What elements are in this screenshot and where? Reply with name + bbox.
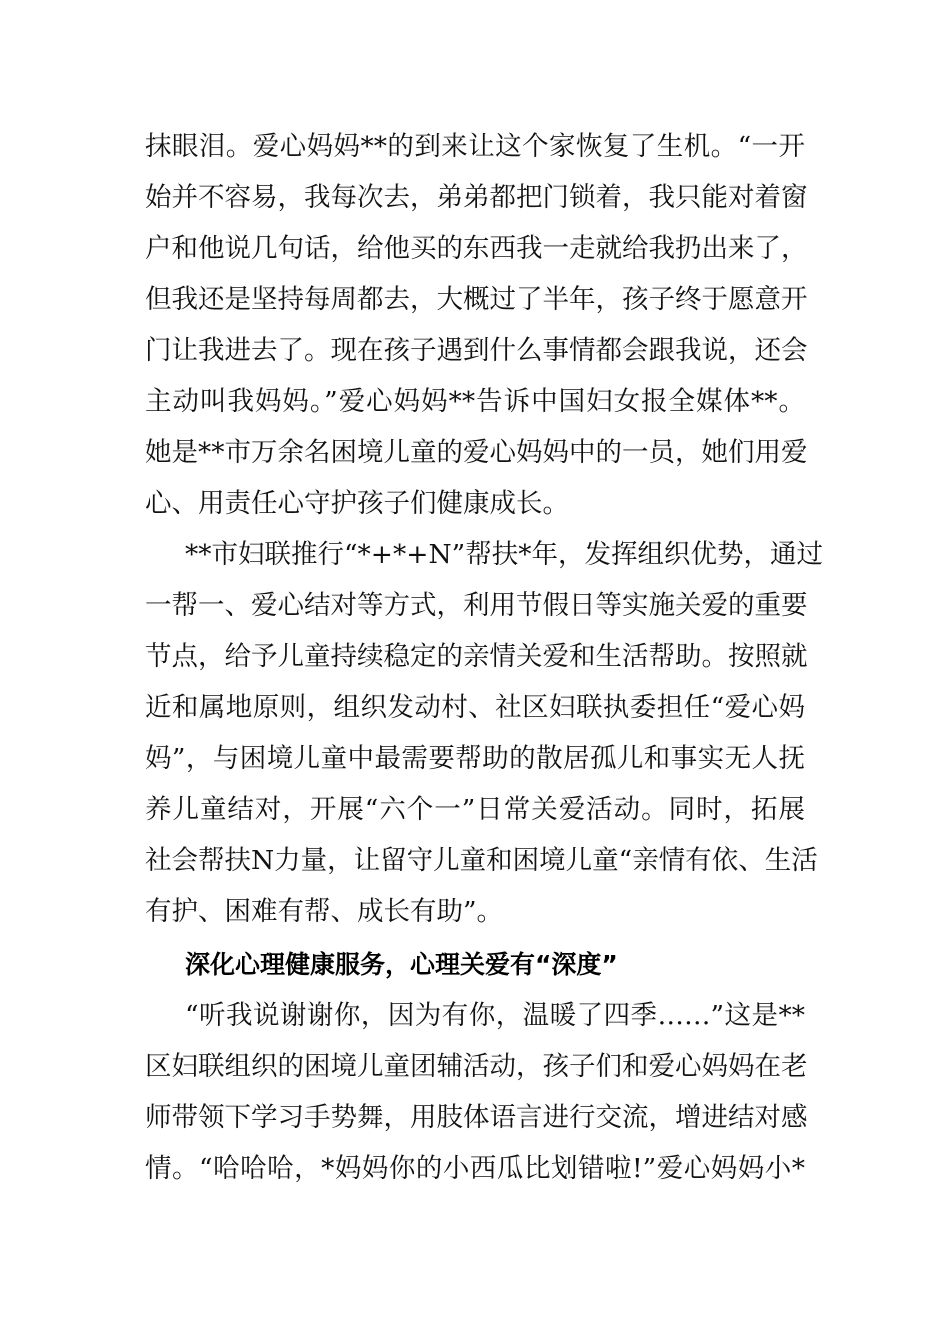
paragraph-2-line-6: 养儿童结对，开展“六个一”日常关爱活动。同时，拓展 [145,794,805,825]
section-heading: 深化心理健康服务，心理关爱有“深度” [185,950,618,979]
paragraph-2-line-7: 社会帮扶N力量，让留守儿童和困境儿童“亲情有依、生活 [145,845,818,876]
paragraph-1-line-4: 但我还是坚持每周都去，大概过了半年，孩子终于愿意开 [145,284,808,315]
paragraph-3-line-2: 区妇联组织的困境儿童团辅活动，孩子们和爱心妈妈在老 [145,1051,808,1082]
paragraph-3-line-4: 情。“哈哈哈，*妈妈你的小西瓜比划错啦!”爱心妈妈小* [145,1153,805,1184]
paragraph-1-line-5: 门让我进去了。现在孩子遇到什么事情都会跟我说，还会 [145,335,808,366]
paragraph-1-line-2: 始并不容易，我每次去，弟弟都把门锁着，我只能对着窗 [145,182,808,213]
paragraph-1-line-3: 户和他说几句话，给他买的东西我一走就给我扔出来了， [145,233,808,264]
paragraph-2-line-2: 一帮一、爱心结对等方式，利用节假日等实施关爱的重要 [145,590,808,621]
paragraph-1-line-8: 心、用责任心守护孩子们健康成长。 [145,488,569,519]
paragraph-2-line-5: 妈”，与困境儿童中最需要帮助的散居孤儿和事实无人抚 [145,743,805,774]
paragraph-1-line-7: 她是**市万余名困境儿童的爱心妈妈中的一员，她们用爱 [145,437,808,468]
paragraph-1-line-1: 抹眼泪。爱心妈妈**的到来让这个家恢复了生机。“一开 [145,131,805,162]
paragraph-2-line-4: 近和属地原则，组织发动村、社区妇联执委担任“爱心妈 [145,692,805,723]
paragraph-2-line-1: **市妇联推行“*+*+N”帮扶*年，发挥组织优势，通过 [185,539,823,570]
paragraph-3-line-1: “听我说谢谢你，因为有你，温暖了四季……”这是** [185,1000,805,1031]
paragraph-2-line-8: 有护、困难有帮、成长有助”。 [145,896,504,927]
paragraph-3-line-3: 师带领下学习手势舞，用肢体语言进行交流，增进结对感 [145,1102,808,1133]
paragraph-2-line-3: 节点，给予儿童持续稳定的亲情关爱和生活帮助。按照就 [145,641,808,672]
paragraph-1-line-6: 主动叫我妈妈。”爱心妈妈**告诉中国妇女报全媒体**。 [145,386,805,417]
